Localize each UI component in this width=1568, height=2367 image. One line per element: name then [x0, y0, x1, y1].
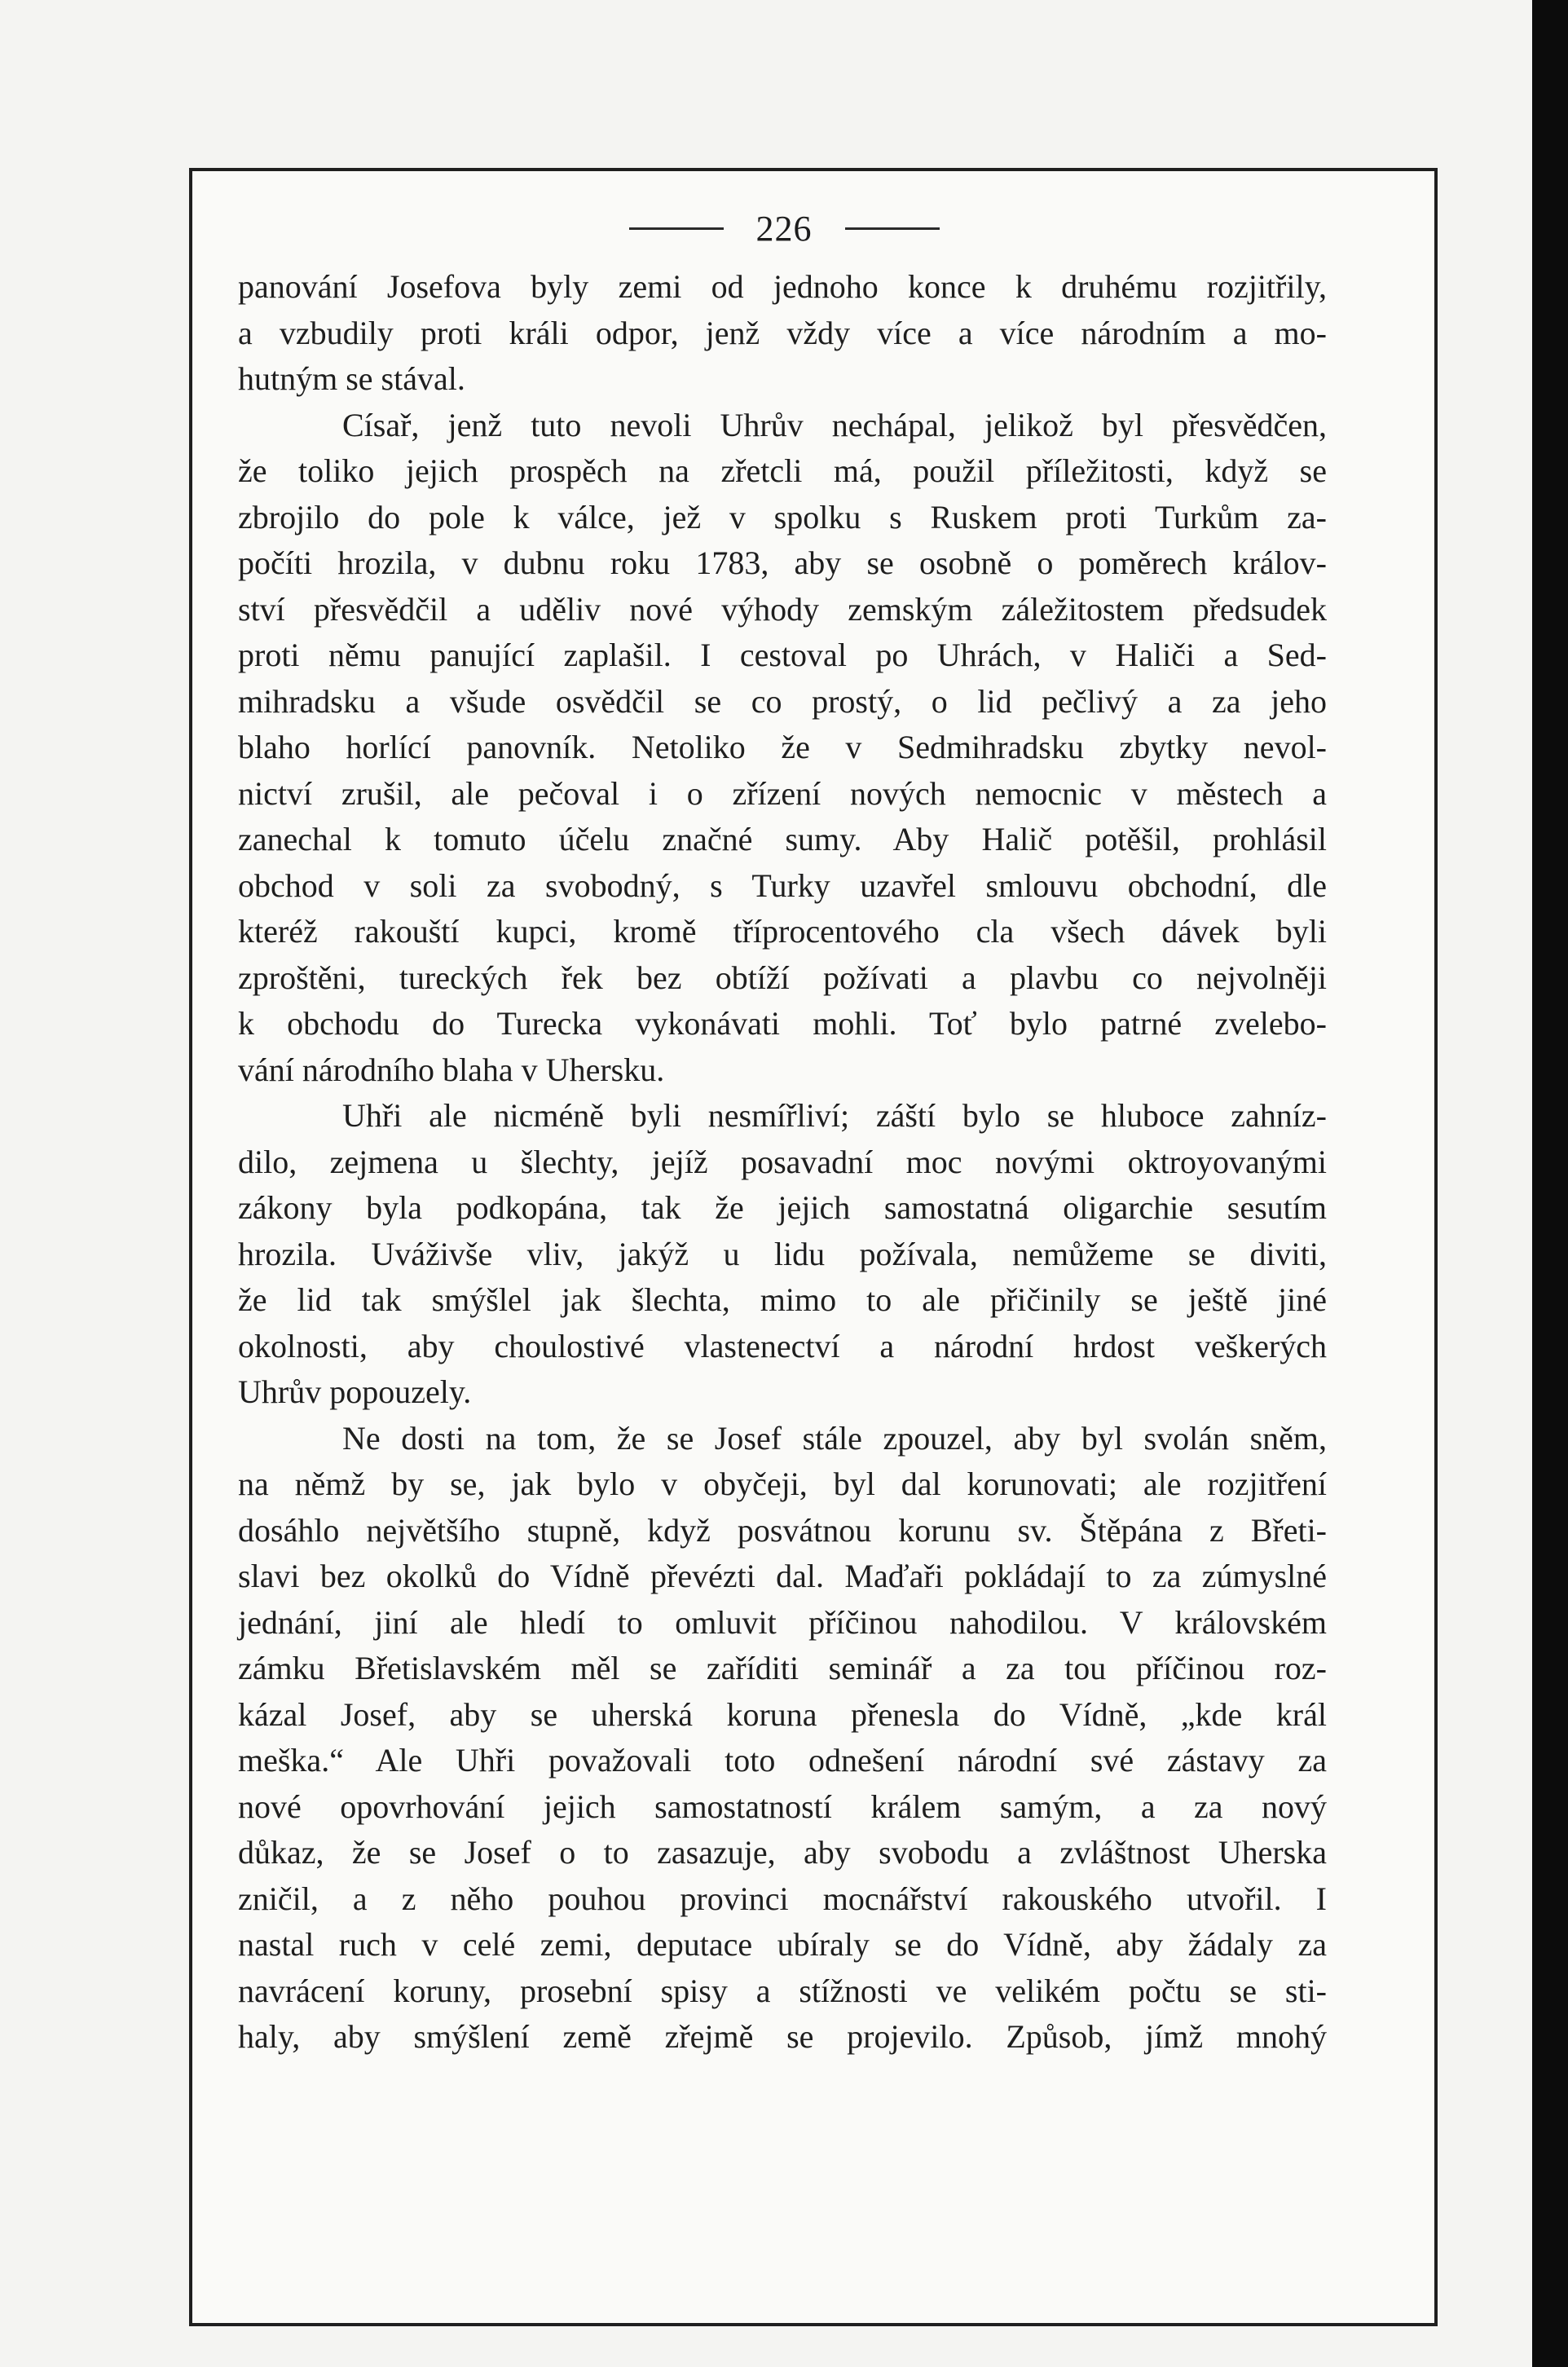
header-rule-right	[845, 227, 940, 230]
text-line: jednání, jiní ale hledí to omluvit příčinou nahodilou. V královském	[238, 1603, 1327, 1641]
text-line: že toliko jejich prospěch na zřetcli má, použil příležitosti, když se	[238, 452, 1327, 489]
text-line: zanechal k tomuto účelu značné sumy. Aby Halič potěšil, prohlásil	[238, 821, 1327, 857]
text-line: vání národního blaha v Uhersku.	[238, 1051, 665, 1088]
text-line: Císař, jenž tuto nevoli Uhrův nechápal, jelikož byl přesvědčen,	[342, 406, 1327, 443]
text-line: zákony byla podkopána, tak že jejich samostatná oligarchie sesutím	[238, 1189, 1327, 1226]
text-line: Ne dosti na tom, že se Josef stále zpouzel, aby byl svolán sněm,	[342, 1419, 1327, 1457]
text-line: panování Josefova byly zemi od jednoho konce k druhému rozjitřily,	[238, 268, 1327, 305]
text-line: blaho horlící panovník. Netoliko že v Sedmihradsku zbytky nevol-	[238, 729, 1327, 765]
page-header	[0, 204, 1568, 253]
text-line: počíti hrozila, v dubnu roku 1783, aby se osobně o poměrech králov-	[238, 544, 1327, 581]
text-line: obchod v soli za svobodný, s Turky uzavřel smlouvu obchodní, dle	[238, 866, 1327, 904]
text-line: a vzbudily proti králi odpor, jenž vždy více a více národním a mo-	[238, 314, 1327, 351]
text-line: na němž by se, jak bylo v obyčeji, byl dal korunovati; ale rozjitření	[238, 1466, 1327, 1502]
text-line: k obchodu do Turecka vykonávati mohli. Toť bylo patrné zvelebo-	[238, 1005, 1327, 1042]
text-line: nictví zrušil, ale pečoval i o zřízení nových nemocnic v městech a	[238, 774, 1327, 812]
text-line: nastal ruch v celé zemi, deputace ubíraly se do Vídně, aby žádaly za	[238, 1926, 1327, 1963]
text-line: Uhrův popouzely.	[238, 1373, 472, 1410]
text-line: zproštěni, tureckých řek bez obtíží požívati a plavbu co nejvolněji	[238, 959, 1327, 996]
text-line: hutným se stával.	[238, 360, 465, 397]
text-line: zničil, a z něho pouhou provinci mocnářství rakouského utvořil. I	[238, 1880, 1327, 1917]
scan-dark-edge	[1532, 0, 1568, 2367]
text-line: okolnosti, aby choulostivé vlastenectví a národní hrdost veškerých	[238, 1327, 1327, 1364]
text-line: dosáhlo největšího stupně, když posvátnou korunu sv. Štěpána z Břeti-	[238, 1511, 1327, 1549]
text-line: hrozila. Uváživše vliv, jakýž u lidu požívala, nemůžeme se diviti,	[238, 1235, 1327, 1272]
text-line: nové opovrhování jejich samostatností králem samým, a za nový	[238, 1787, 1327, 1825]
text-line: mihradsku a všude osvědčil se co prostý, o lid pečlivý a za jeho	[238, 682, 1327, 720]
header-rule-left	[629, 227, 724, 230]
text-line: důkaz, že se Josef o to zasazuje, aby svobodu a zvláštnost Uherska	[238, 1834, 1327, 1871]
page-number: 226	[755, 208, 813, 249]
text-line: zámku Břetislavském měl se zaříditi seminář a za tou příčinou roz-	[238, 1650, 1327, 1686]
text-line: dilo, zejmena u šlechty, jejíž posavadní moc novými oktroyovanými	[238, 1143, 1327, 1180]
text-line: haly, aby smýšlení země zřejmě se projevilo. Způsob, jímž mnohý	[238, 2018, 1327, 2055]
text-line: kteréž rakouští kupci, kromě tříprocentového cla všech dávek byli	[238, 913, 1327, 950]
body-text	[238, 264, 1327, 2061]
text-line: navrácení koruny, prosební spisy a stížnosti ve velikém počtu se sti-	[238, 1972, 1327, 2009]
text-line: kázal Josef, aby se uherská koruna přenesla do Vídně, „kde král	[238, 1695, 1327, 1733]
text-line: zbrojilo do pole k válce, jež v spolku s Ruskem proti Turkům za-	[238, 498, 1327, 536]
text-line: Uhři ale nicméně byli nesmířliví; záští bylo se hluboce zahníz-	[342, 1097, 1327, 1134]
text-line: proti němu panující zaplašil. I cestoval po Uhrách, v Haliči a Sed-	[238, 637, 1327, 673]
text-line: ství přesvědčil a uděliv nové výhody zemským záležitostem předsudek	[238, 590, 1327, 628]
text-line: meška.“ Ale Uhři považovali toto odnešení národní své zástavy za	[238, 1742, 1327, 1779]
text-line: že lid tak smýšlel jak šlechta, mimo to ale přičinily se ještě jiné	[238, 1281, 1327, 1318]
text-line: slavi bez okolků do Vídně převézti dal. Maďaři pokládají to za zúmyslné	[238, 1558, 1327, 1594]
